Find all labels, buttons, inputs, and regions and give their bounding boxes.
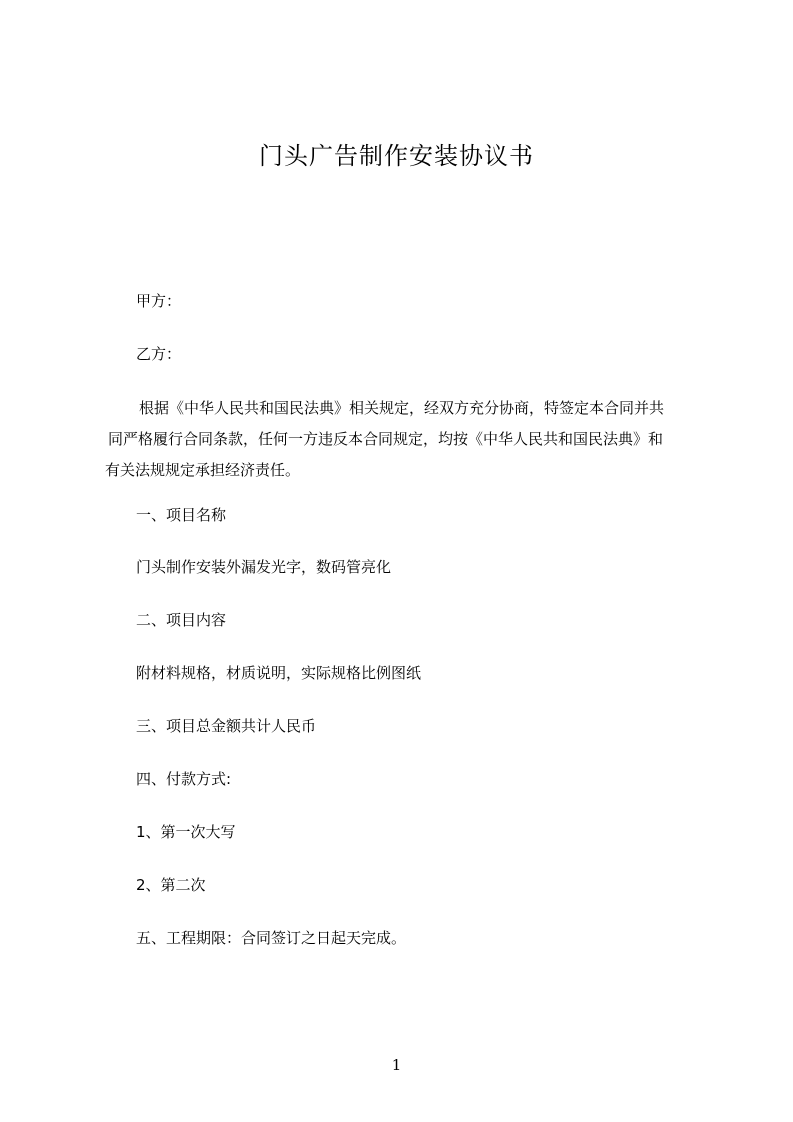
section-1-heading: 一、项目名称 — [136, 506, 227, 524]
section-1-body: 门头制作安装外漏发光字，数码管亮化 — [136, 558, 392, 576]
preamble-line-3: 有关法规规定承担经济责任。 — [105, 461, 301, 479]
party-b-label: 乙方： — [136, 345, 182, 363]
preamble-line-2: 同严格履行合同条款，任何一方违反本合同规定，均按《中华人民共和国民法典》和 — [108, 430, 664, 448]
payment-item-2: 2、第二次 — [136, 876, 206, 894]
payment-item-1: 1、第一次大写 — [136, 823, 236, 841]
document-title: 门头广告制作安装协议书 — [259, 142, 534, 170]
preamble-line-1: 根据《中华人民共和国民法典》相关规定，经双方充分协商，特签定本合同并共 — [139, 399, 665, 417]
section-2-heading: 二、项目内容 — [136, 611, 227, 629]
preamble-paragraph — [105, 393, 700, 486]
section-2-body: 附材料规格，材质说明，实际规格比例图纸 — [136, 664, 422, 682]
party-a-label: 甲方： — [136, 292, 182, 310]
page-number: 1 — [391, 1056, 402, 1074]
section-4-heading: 四、付款方式: — [136, 770, 232, 788]
section-5-heading: 五、工程期限：合同签订之日起天完成。 — [136, 929, 407, 947]
section-3-heading: 三、项目总金额共计人民币 — [136, 717, 317, 735]
